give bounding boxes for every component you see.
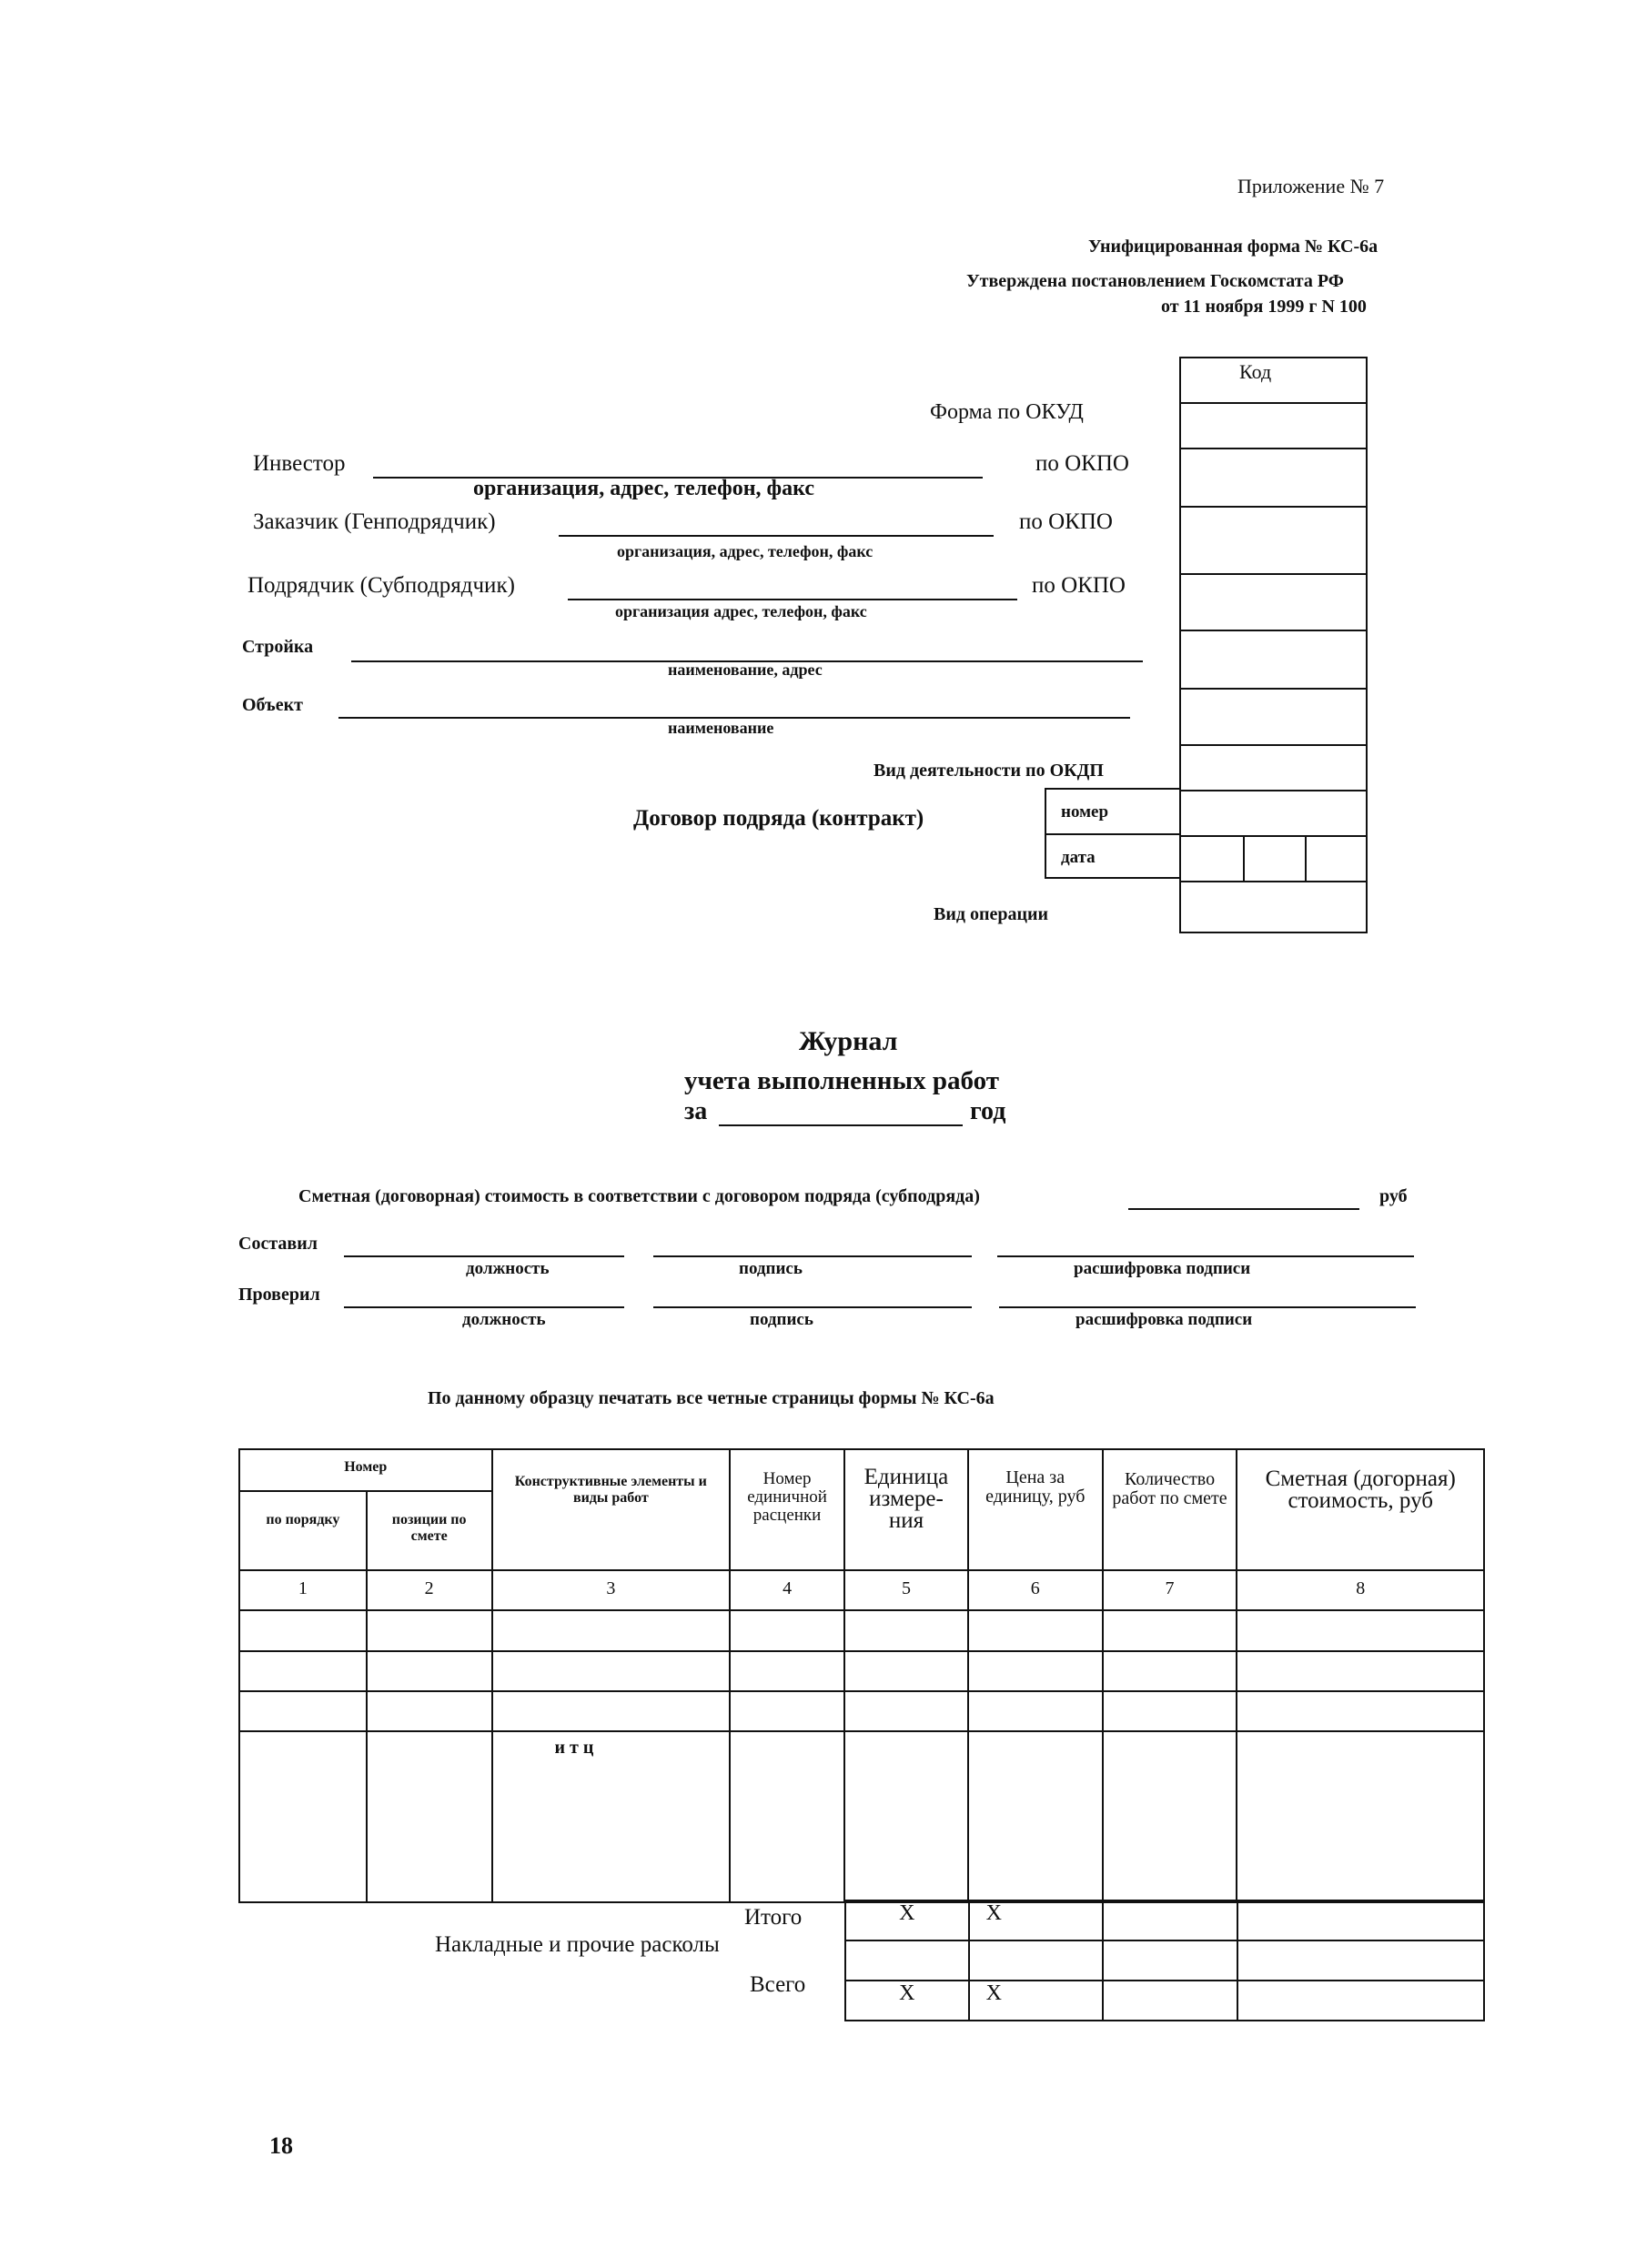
okdp-cell[interactable] (1181, 744, 1366, 790)
okpo-investor-label: по ОКПО (1035, 451, 1129, 476)
itogo-x1: X (845, 1900, 969, 1940)
itogo-row[interactable] (845, 1900, 1484, 1940)
col-num-1: 1 (239, 1570, 367, 1610)
site-caption: наименование, адрес (668, 660, 823, 679)
appendix-label: Приложение № 7 (1237, 175, 1385, 197)
print-note: По данному образцу печатать все четные страницы формы № КС-6а (428, 1388, 995, 1408)
object-label: Объект (242, 695, 303, 715)
itogo-mark: и т ц (492, 1731, 731, 1902)
table-row[interactable] (239, 1731, 1484, 1902)
col-num-6: 6 (968, 1570, 1103, 1610)
compiled-position-caption: должность (466, 1259, 550, 1278)
number-group-header: Номер (239, 1449, 492, 1491)
site-code-cell[interactable] (1181, 630, 1366, 688)
col-num-8: 8 (1237, 1570, 1484, 1610)
page-number: 18 (269, 2132, 293, 2159)
checked-signature-line[interactable] (653, 1306, 972, 1308)
contract-label: Договор подряда (контракт) (633, 806, 924, 831)
compiled-decoding-line[interactable] (997, 1255, 1414, 1257)
overhead-row[interactable] (845, 1940, 1484, 1981)
overhead-label: Накладные и прочие расколы (435, 1932, 720, 1957)
compiled-signature-caption: подпись (739, 1259, 803, 1278)
col-num-2: 2 (367, 1570, 492, 1610)
year-suffix: год (970, 1097, 1006, 1125)
customer-caption: организация, адрес, телефон, факс (617, 542, 874, 560)
contract-number-cell[interactable] (1181, 790, 1366, 835)
site-label: Стройка (242, 637, 314, 657)
form-name: Унифицированная форма № КС-6а (1088, 237, 1378, 257)
year-prefix: за (684, 1097, 708, 1125)
contract-date-cell[interactable] (1181, 835, 1366, 881)
journal-subtitle: учета выполненных работ (684, 1066, 999, 1095)
okpo-contractor-cell[interactable] (1181, 573, 1366, 630)
contract-label-box (1045, 788, 1181, 879)
vsego-row[interactable] (845, 1981, 1484, 2021)
okpo-customer-label: по ОКПО (1019, 509, 1113, 534)
col5-header: Единица измере- ния (844, 1449, 968, 1570)
okpo-investor-cell[interactable] (1181, 448, 1366, 506)
col2-header: позиции по смете (367, 1491, 492, 1570)
checked-decoding-caption: расшифровка подписи (1076, 1310, 1253, 1329)
approval-line: Утверждена постановлением Госкомстата РФ (966, 271, 1344, 291)
compiled-position-line[interactable] (344, 1255, 624, 1257)
col-num-3: 3 (492, 1570, 731, 1610)
compiled-decoding-caption: расшифровка подписи (1074, 1259, 1251, 1278)
col3-header: Конструктивные элементы и виды работ (492, 1449, 731, 1570)
compiled-label: Составил (238, 1234, 318, 1254)
okud-label: Форма по ОКУД (930, 400, 1084, 424)
col-num-4: 4 (730, 1570, 844, 1610)
vsego-x1: X (845, 1981, 969, 2021)
code-title: Код (1239, 360, 1272, 383)
object-caption: наименование (668, 719, 774, 737)
cost-line[interactable] (1128, 1208, 1359, 1210)
okdp-label: Вид деятельности по ОКДП (874, 761, 1104, 781)
okpo-customer-cell[interactable] (1181, 506, 1366, 573)
contractor-caption: организация адрес, телефон, факс (615, 602, 867, 620)
table-row[interactable] (239, 1691, 1484, 1731)
operation-label: Вид операции (934, 904, 1049, 924)
col4-header: Номер единичной расценки (730, 1449, 844, 1570)
investor-caption: организация, адрес, телефон, факс (473, 477, 815, 500)
customer-label: Заказчик (Генподрядчик) (253, 509, 496, 534)
col1-header: по порядку (239, 1491, 367, 1570)
year-line[interactable] (719, 1124, 963, 1126)
journal-title: Журнал (799, 1026, 898, 1056)
checked-signature-caption: подпись (750, 1310, 813, 1329)
col7-header: Количество работ по смете (1103, 1449, 1237, 1570)
okpo-contractor-label: по ОКПО (1032, 573, 1126, 598)
col8-header: Сметная (догорная) стоимость, руб (1237, 1449, 1484, 1570)
cost-unit: руб (1379, 1186, 1408, 1206)
checked-label: Проверил (238, 1285, 320, 1305)
contract-number-label: номер (1061, 802, 1109, 822)
itogo-x2: X (969, 1900, 1104, 1940)
okud-cell[interactable] (1181, 402, 1366, 448)
contractor-line[interactable] (568, 599, 1017, 600)
contract-date-label: дата (1061, 848, 1096, 867)
col6-header: Цена за единицу, руб (968, 1449, 1103, 1570)
cost-label: Сметная (договорная) стоимость в соответствии с договором подряда (субподряда) (298, 1186, 980, 1206)
operation-cell[interactable] (1181, 881, 1366, 933)
contractor-label: Подрядчик (Субподрядчик) (247, 573, 515, 598)
checked-position-caption: должность (462, 1310, 546, 1329)
approval-date: от 11 ноября 1999 г N 100 (1161, 297, 1367, 317)
checked-position-line[interactable] (344, 1306, 624, 1308)
investor-label: Инвестор (253, 451, 346, 476)
totals-table (844, 1900, 1485, 2021)
table-row[interactable] (239, 1651, 1484, 1691)
customer-line[interactable] (559, 535, 994, 537)
journal-table (238, 1448, 1485, 1903)
col-num-7: 7 (1103, 1570, 1237, 1610)
compiled-signature-line[interactable] (653, 1255, 972, 1257)
vsego-label: Всего (750, 1972, 806, 1997)
object-code-cell[interactable] (1181, 688, 1366, 744)
col-num-5: 5 (844, 1570, 968, 1610)
checked-decoding-line[interactable] (999, 1306, 1416, 1308)
table-row[interactable] (239, 1610, 1484, 1650)
vsego-x2: X (969, 1981, 1104, 2021)
code-box (1179, 357, 1368, 933)
itogo-label: Итого (744, 1905, 803, 1930)
